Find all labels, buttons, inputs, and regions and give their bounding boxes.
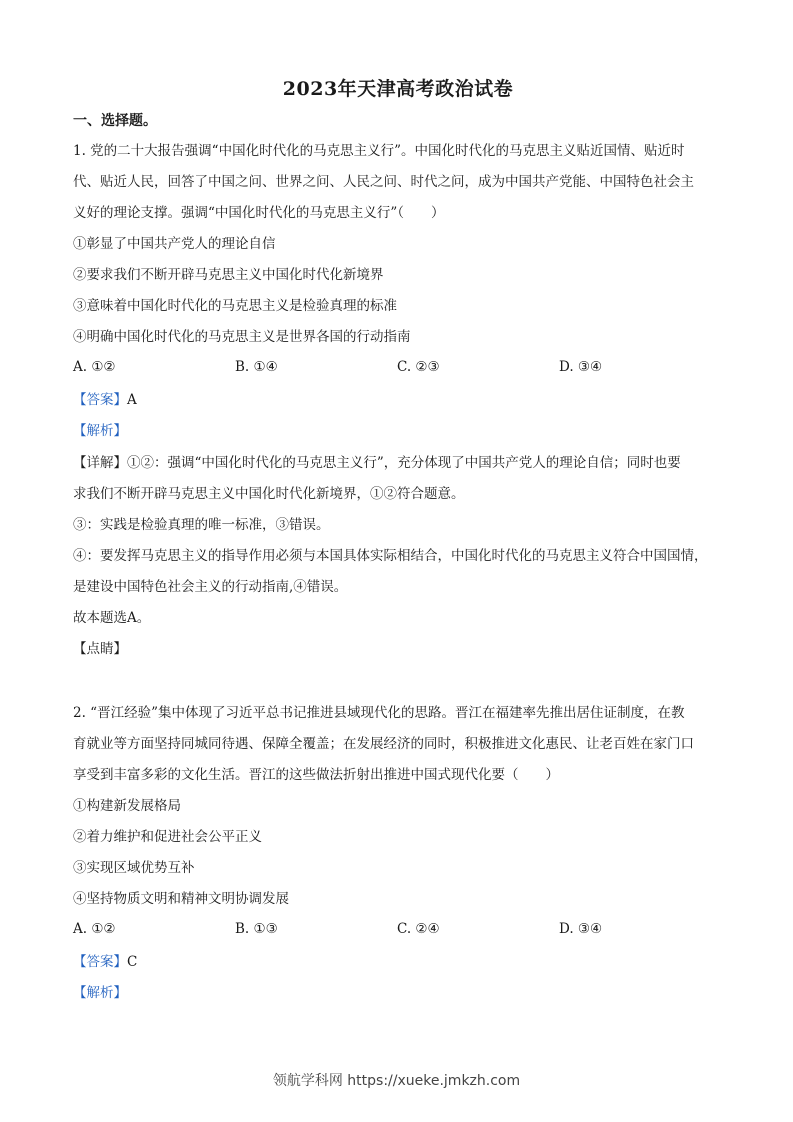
- q1-answer: [73, 390, 723, 410]
- analysis-tag: 【解析】: [73, 423, 127, 439]
- q1-detail-line-5: 是建设中国特色社会主义的行动指南,④错误。: [73, 579, 348, 595]
- q2-statement-3: ③实现区域优势互补: [73, 860, 195, 876]
- q1-option-b: B. ①④: [235, 359, 278, 375]
- q1-stem-line-3: 义好的理论支撑。强调“中国化时代化的马克思主义行”（ ）: [73, 205, 445, 221]
- answer-value: A: [127, 392, 137, 408]
- q1-point: [73, 639, 723, 659]
- q1-statement-1: ①彰显了中国共产党人的理论自信: [73, 236, 276, 252]
- answer-tag: 【答案】: [73, 954, 127, 970]
- detail-text: ①②：强调“中国化时代化的马克思主义行”，充分体现了中国共产党人的理论自信；同时也要: [127, 455, 681, 471]
- analysis-tag: 【解析】: [73, 985, 127, 1001]
- q1-stem-line-1: 1. 党的二十大报告强调“中国化时代化的马克思主义行”。中国化时代化的马克思主义贴近国情、贴近时: [73, 143, 685, 159]
- q2-statement-2: ②着力维护和促进社会公平正义: [73, 829, 262, 845]
- q2-option-b: B. ①③: [235, 921, 278, 937]
- q2-statement-1: ①构建新发展格局: [73, 798, 181, 814]
- q1-conclusion: 故本题选A。: [73, 610, 151, 626]
- q2-statement-4: ④坚持物质文明和精神文明协调发展: [73, 891, 289, 907]
- q2-option-c: C. ②④: [397, 921, 440, 937]
- q2-answer: [73, 952, 723, 972]
- q1-statement-3: ③意味着中国化时代化的马克思主义是检验真理的标准: [73, 298, 397, 314]
- q1-statement-4: ④明确中国化时代化的马克思主义是世界各国的行动指南: [73, 329, 411, 345]
- q2-analysis: [73, 983, 723, 1003]
- page-title: 2023年天津高考政治试卷: [282, 78, 514, 100]
- q1-option-d: D. ③④: [559, 359, 603, 375]
- answer-value: C: [127, 954, 138, 970]
- footer-watermark: 领航学科网 https://xueke.jmkzh.com: [272, 1073, 521, 1089]
- section-heading: 一、选择题。: [73, 113, 157, 129]
- q1-detail-line-3: ③：实践是检验真理的唯一标准，③错误。: [73, 517, 330, 533]
- q2-option-a: A. ①②: [73, 921, 116, 937]
- q2-stem-line-3: 享受到丰富多彩的文化生活。晋江的这些做法折射出推进中国式现代化要（ ）: [73, 767, 559, 783]
- q1-detail-line-4: ④：要发挥马克思主义的指导作用必须与本国具体实际相结合，中国化时代化的马克思主义符合中国国情，: [73, 548, 708, 564]
- q2-option-d: D. ③④: [559, 921, 603, 937]
- q1-option-c: C. ②③: [397, 359, 440, 375]
- q2-stem-line-1: 2. “晋江经验”集中体现了习近平总书记推进县域现代化的思路。晋江在福建率先推出居住证制度，在教: [73, 705, 685, 721]
- point-tag: 【点睛】: [73, 641, 127, 657]
- q1-detail-line-1: [73, 453, 723, 473]
- q1-statement-2: ②要求我们不断开辟马克思主义中国化时代化新境界: [73, 267, 384, 283]
- q1-option-a: A. ①②: [73, 359, 116, 375]
- q1-stem-line-2: 代、贴近人民，回答了中国之问、世界之问、人民之问、时代之问，成为中国共产党能、中国特色社会主: [73, 174, 694, 190]
- q2-stem-line-2: 育就业等方面坚持同城同待遇、保障全覆盖；在发展经济的同时，积极推进文化惠民、让老百姓在家门口: [73, 736, 694, 752]
- answer-tag: 【答案】: [73, 392, 127, 408]
- q1-detail-line-2: 求我们不断开辟马克思主义中国化时代化新境界，①②符合题意。: [73, 486, 465, 502]
- q1-analysis: [73, 421, 723, 441]
- detail-tag: 【详解】: [73, 455, 127, 471]
